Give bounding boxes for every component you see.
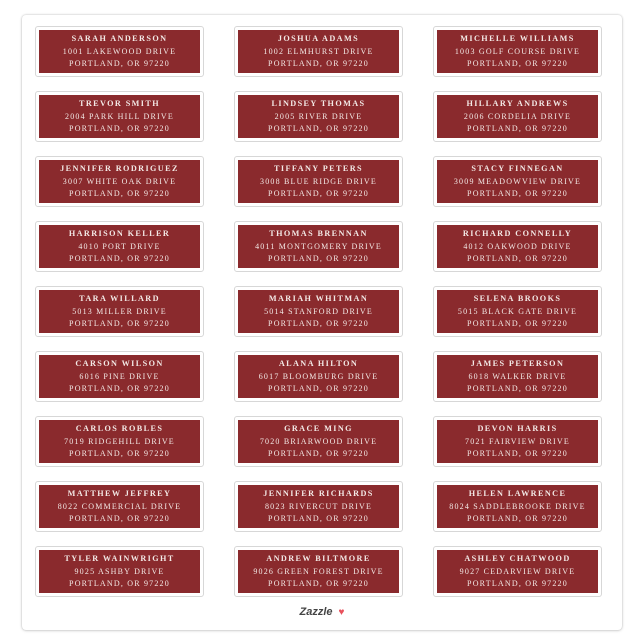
label-city: PORTLAND, OR 97220 <box>69 449 170 458</box>
label-street: 8022 COMMERCIAL DRIVE <box>57 502 182 511</box>
label-body <box>437 290 598 333</box>
label-name: TREVOR SMITH <box>78 99 160 108</box>
label-body <box>437 95 598 138</box>
address-label[interactable] <box>35 546 204 597</box>
label-street: 3007 WHITE OAK DRIVE <box>62 177 177 186</box>
label-street: 6016 PINE DRIVE <box>79 372 160 381</box>
label-name: JENNIFER RODRIGUEZ <box>60 164 179 173</box>
label-name: ANDREW BILTMORE <box>266 554 371 563</box>
address-label[interactable] <box>234 481 403 532</box>
label-body <box>39 95 200 138</box>
brand-footer <box>0 606 644 618</box>
label-city: PORTLAND, OR 97220 <box>268 579 369 588</box>
heart-icon[interactable]: ♥ <box>338 607 345 618</box>
label-street: 1002 ELMHURST DRIVE <box>263 47 374 56</box>
label-body <box>39 290 200 333</box>
label-name: THOMAS BRENNAN <box>269 229 368 238</box>
label-street: 8024 SADDLEBROOKE DRIVE <box>449 502 586 511</box>
address-label[interactable] <box>35 26 204 77</box>
label-name: MARIAH WHITMAN <box>268 294 369 303</box>
label-body <box>39 160 200 203</box>
address-label[interactable] <box>35 221 204 272</box>
label-name: JENNIFER RICHARDS <box>263 489 374 498</box>
label-body <box>437 420 598 463</box>
label-city: PORTLAND, OR 97220 <box>268 254 369 263</box>
address-label[interactable] <box>433 481 602 532</box>
address-label[interactable] <box>234 221 403 272</box>
label-grid <box>35 26 602 597</box>
sticker-sheet <box>22 15 622 630</box>
address-label[interactable] <box>234 26 403 77</box>
label-name: ALANA HILTON <box>278 359 359 368</box>
label-city: PORTLAND, OR 97220 <box>467 514 568 523</box>
label-city: PORTLAND, OR 97220 <box>467 59 568 68</box>
label-name: STACY FINNEGAN <box>471 164 564 173</box>
label-street: 5015 BLACK GATE DRIVE <box>457 307 578 316</box>
label-body <box>39 30 200 73</box>
address-label[interactable] <box>35 481 204 532</box>
label-street: 3008 BLUE RIDGE DRIVE <box>260 177 377 186</box>
label-name: ASHLEY CHATWOOD <box>464 554 571 563</box>
label-city: PORTLAND, OR 97220 <box>467 449 568 458</box>
label-body <box>39 355 200 398</box>
zazzle-logo[interactable]: Zazzle <box>299 606 333 618</box>
label-street: 2006 CORDELIA DRIVE <box>463 112 572 121</box>
label-street: 4012 OAKWOOD DRIVE <box>463 242 572 251</box>
label-street: 6017 BLOOMBURG DRIVE <box>258 372 379 381</box>
label-name: MATTHEW JEFFREY <box>67 489 172 498</box>
label-name: SARAH ANDERSON <box>71 34 168 43</box>
address-label[interactable] <box>433 26 602 77</box>
address-label[interactable] <box>433 546 602 597</box>
label-city: PORTLAND, OR 97220 <box>69 579 170 588</box>
label-body <box>39 420 200 463</box>
address-label[interactable] <box>433 91 602 142</box>
label-street: 7019 RIDGEHILL DRIVE <box>64 437 175 446</box>
label-name: HARRISON KELLER <box>68 229 171 238</box>
label-name: HELEN LAWRENCE <box>468 489 567 498</box>
label-body <box>39 550 200 593</box>
label-name: CARSON WILSON <box>75 359 164 368</box>
label-body <box>238 95 399 138</box>
label-street: 4010 PORT DRIVE <box>78 242 161 251</box>
label-street: 7021 FAIRVIEW DRIVE <box>465 437 570 446</box>
label-city: PORTLAND, OR 97220 <box>69 384 170 393</box>
label-body <box>437 225 598 268</box>
label-city: PORTLAND, OR 97220 <box>467 124 568 133</box>
address-label[interactable] <box>35 351 204 402</box>
label-name: MICHELLE WILLIAMS <box>460 34 575 43</box>
label-body <box>437 485 598 528</box>
address-label[interactable] <box>234 546 403 597</box>
label-city: PORTLAND, OR 97220 <box>69 319 170 328</box>
address-label[interactable] <box>433 286 602 337</box>
label-city: PORTLAND, OR 97220 <box>467 189 568 198</box>
label-city: PORTLAND, OR 97220 <box>69 514 170 523</box>
label-city: PORTLAND, OR 97220 <box>69 59 170 68</box>
label-body <box>238 355 399 398</box>
label-street: 3009 MEADOWVIEW DRIVE <box>453 177 582 186</box>
label-city: PORTLAND, OR 97220 <box>69 124 170 133</box>
label-name: SELENA BROOKS <box>473 294 562 303</box>
label-city: PORTLAND, OR 97220 <box>69 254 170 263</box>
label-body <box>437 355 598 398</box>
label-city: PORTLAND, OR 97220 <box>268 384 369 393</box>
label-name: DEVON HARRIS <box>477 424 558 433</box>
label-street: 2005 RIVER DRIVE <box>274 112 363 121</box>
label-street: 9026 GREEN FOREST DRIVE <box>253 567 384 576</box>
label-body <box>238 550 399 593</box>
label-name: TIFFANY PETERS <box>274 164 363 173</box>
label-name: TARA WILLARD <box>79 294 160 303</box>
label-city: PORTLAND, OR 97220 <box>268 514 369 523</box>
address-label[interactable] <box>433 416 602 467</box>
address-label[interactable] <box>234 416 403 467</box>
label-name: HILLARY ANDREWS <box>466 99 569 108</box>
label-street: 9025 ASHBY DRIVE <box>74 567 165 576</box>
address-label[interactable] <box>433 156 602 207</box>
label-body <box>238 160 399 203</box>
label-name: JAMES PETERSON <box>470 359 565 368</box>
label-street: 9027 CEDARVIEW DRIVE <box>459 567 576 576</box>
label-street: 1003 GOLF COURSE DRIVE <box>454 47 581 56</box>
label-street: 5014 STANFORD DRIVE <box>264 307 373 316</box>
label-body <box>238 30 399 73</box>
address-label[interactable] <box>35 416 204 467</box>
label-body <box>238 420 399 463</box>
label-body <box>437 160 598 203</box>
label-city: PORTLAND, OR 97220 <box>69 189 170 198</box>
address-label[interactable] <box>433 221 602 272</box>
label-street: 4011 MONTGOMERY DRIVE <box>255 242 382 251</box>
label-city: PORTLAND, OR 97220 <box>467 384 568 393</box>
label-body <box>238 290 399 333</box>
label-city: PORTLAND, OR 97220 <box>268 124 369 133</box>
address-label[interactable] <box>35 91 204 142</box>
address-label[interactable] <box>35 156 204 207</box>
label-city: PORTLAND, OR 97220 <box>467 254 568 263</box>
label-street: 2004 PARK HILL DRIVE <box>65 112 174 121</box>
address-label[interactable] <box>35 286 204 337</box>
label-body <box>39 225 200 268</box>
label-name: JOSHUA ADAMS <box>277 34 360 43</box>
address-label[interactable] <box>234 286 403 337</box>
label-name: TYLER WAINWRIGHT <box>64 554 175 563</box>
label-street: 7020 BRIARWOOD DRIVE <box>259 437 378 446</box>
label-city: PORTLAND, OR 97220 <box>268 319 369 328</box>
label-city: PORTLAND, OR 97220 <box>268 449 369 458</box>
label-city: PORTLAND, OR 97220 <box>268 59 369 68</box>
label-city: PORTLAND, OR 97220 <box>268 189 369 198</box>
label-street: 5013 MILLER DRIVE <box>72 307 167 316</box>
label-street: 8023 RIVERCUT DRIVE <box>264 502 373 511</box>
label-name: CARLOS ROBLES <box>75 424 164 433</box>
label-name: RICHARD CONNELLY <box>462 229 573 238</box>
label-name: GRACE MING <box>284 424 353 433</box>
label-city: PORTLAND, OR 97220 <box>467 319 568 328</box>
label-body <box>437 550 598 593</box>
label-body <box>39 485 200 528</box>
address-label[interactable] <box>433 351 602 402</box>
label-city: PORTLAND, OR 97220 <box>467 579 568 588</box>
label-street: 6018 WALKER DRIVE <box>468 372 567 381</box>
label-street: 1001 LAKEWOOD DRIVE <box>62 47 177 56</box>
address-label[interactable] <box>234 351 403 402</box>
label-body <box>437 30 598 73</box>
address-label[interactable] <box>234 91 403 142</box>
label-name: LINDSEY THOMAS <box>271 99 366 108</box>
address-label[interactable] <box>234 156 403 207</box>
label-body <box>238 485 399 528</box>
label-body <box>238 225 399 268</box>
